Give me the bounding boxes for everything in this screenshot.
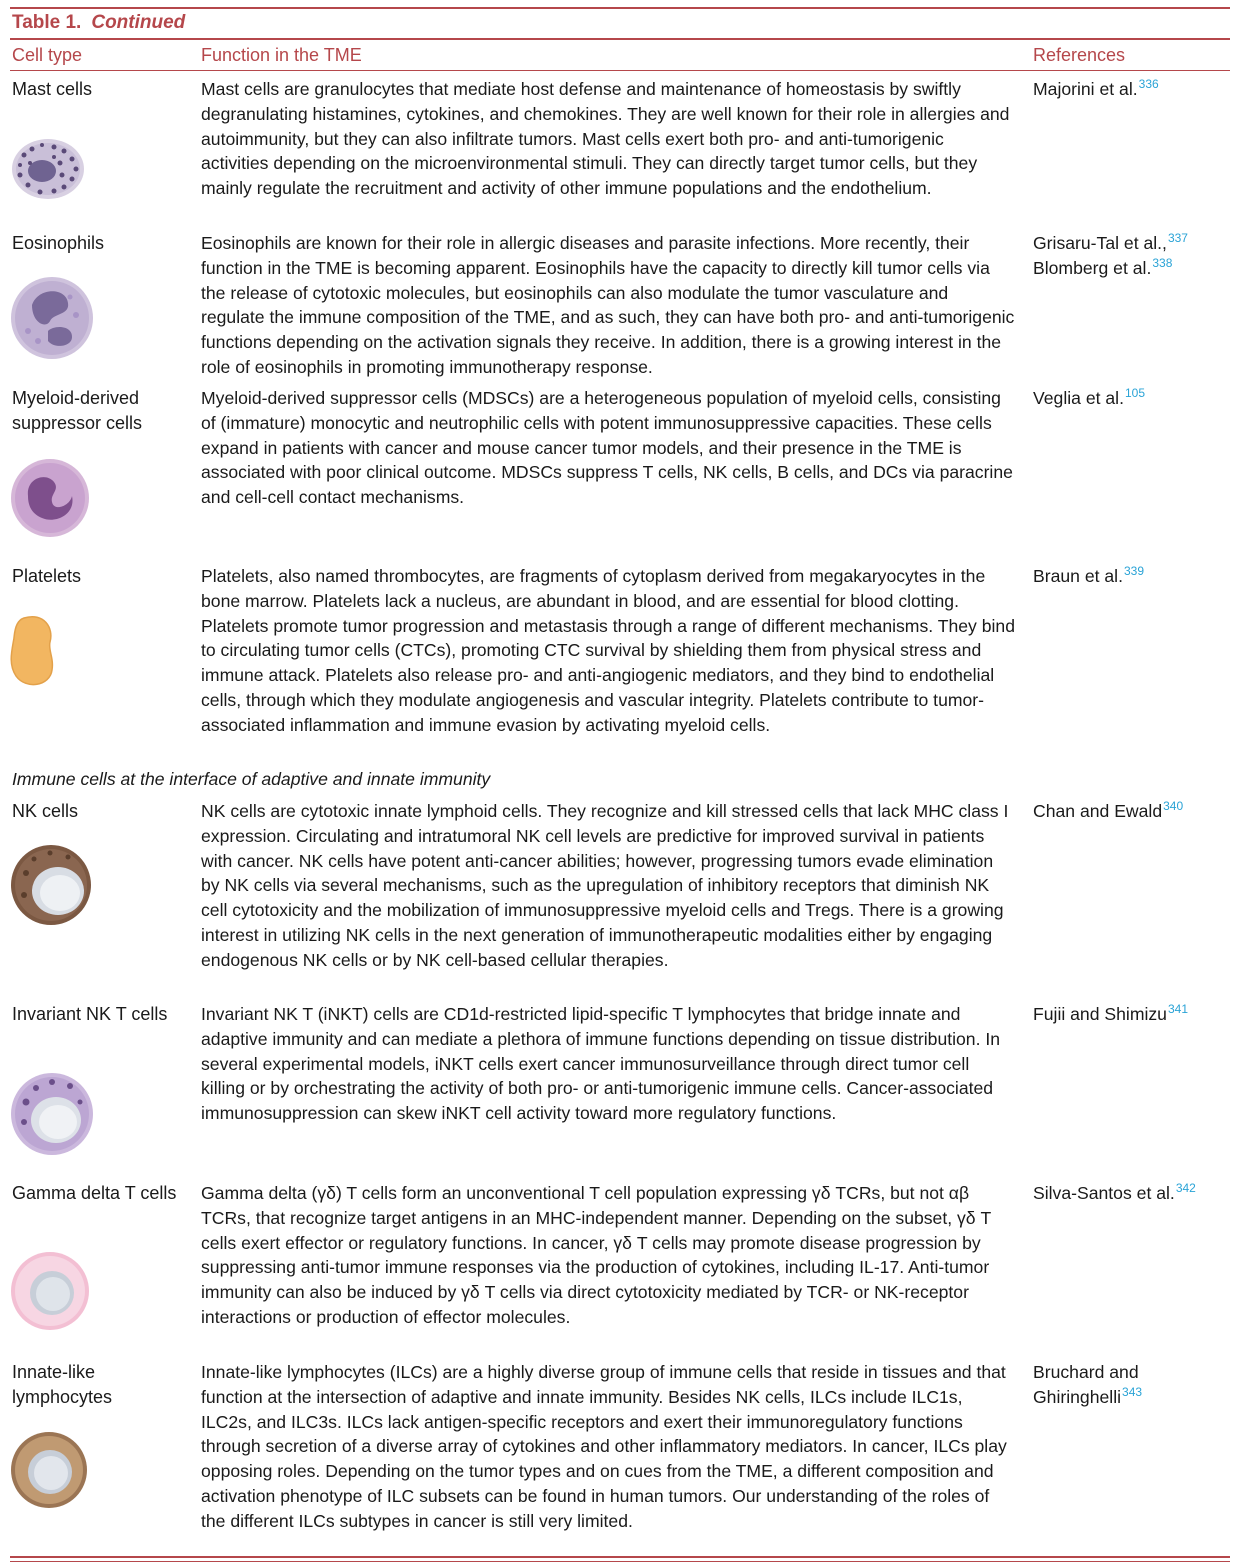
table-number: Table 1. [12,12,82,33]
reference-number: 341 [1167,1002,1188,1016]
cell-type-label: NK cells [12,801,79,821]
references-cell [1033,799,1233,824]
references-cell [1033,386,1233,411]
eosinophil-icon [10,275,94,361]
nk-cell-icon [10,843,92,927]
section-label: Immune cells at the interface of adaptive and innate immunity [12,769,491,789]
references-cell [1033,564,1233,589]
reference-text: Braun et al. [1033,566,1123,586]
reference-number: 336 [1138,77,1159,91]
mast-cell-icon [10,135,88,201]
reference-entry[interactable] [1033,386,1233,411]
reference-text: Silva-Santos et al. [1033,1183,1175,1203]
column-header-cell-type: Cell type [12,45,83,65]
reference-text: Chan and Ewald [1033,801,1163,821]
inkt-cell-icon [10,1072,94,1156]
reference-entry[interactable] [1033,1181,1233,1206]
function-text: Eosinophils are known for their role in allergic diseases and parasite infections. More recently, their function in the TME is becoming apparent. Eosinophils have the capacity to directly kill tumor cells via the release of cytotoxic molecules, but eosinophils can also modulate the tumor vasculature and regulate the immune composition of the TME, and as such, they can have both pro- and anti-tumorigenic functions depending on the activation signals they receive. In addition, there is a growing interest in the role of eosinophils in promoting immunotherapy response. [201,233,1015,377]
cell-type-label: Invariant NK T cells [12,1004,168,1024]
reference-entry[interactable] [1033,799,1233,824]
reference-text: Bruchard and Ghiringhelli [1033,1362,1139,1407]
reference-entry[interactable] [1033,77,1233,102]
function-text: Gamma delta (γδ) T cells form an unconventional T cell population expressing γδ TCRs, but not αβ TCRs, that recognize target antigens in an MHC-independent manner. Depending on the subset, γδ T cells exert effector or regulatory functions. In cancer, γδ T cells may promote disease progression by suppressing anti-tumor immune responses via the production of cytokines, including IL-17. Anti-tumor immunity can also be induced by γδ T cells via direct cytotoxicity mediated by TCR- or NK-receptor interactions or production of effector molecules. [201,1183,991,1327]
reference-number: 340 [1163,799,1184,813]
reference-entry[interactable] [1033,231,1233,256]
reference-number: 343 [1122,1384,1143,1399]
references-cell [1033,1360,1233,1410]
column-header-function: Function in the TME [201,45,362,65]
table-bottom-rule [10,1556,1230,1558]
function-text: Platelets, also named thrombocytes, are fragments of cytoplasm derived from megakaryocytes in the bone marrow. Platelets lack a nucleus, are abundant in blood, and are essential for blood clotting. Platelets promote tumor progression and metastasis through a range of different mechanisms. They bind to circulating tumor cells (CTCs), promoting CTC survival by shielding them from physical stress and immune attack. Platelets also release pro- and anti-angiogenic mediators, and they bind to endothelial cells, through which they modulate angiogenesis and vascular integrity. Platelets contribute to tumor-associated inflammation and immune evasion by activating myeloid cells. [201,566,1015,735]
gamma-delta-t-cell-icon [10,1251,90,1331]
reference-number: 342 [1175,1181,1196,1195]
header-top-rule [10,38,1230,40]
ilc-icon [10,1430,88,1510]
references-cell [1033,77,1233,102]
reference-text: Fujii and Shimizu [1033,1004,1167,1024]
reference-text: Majorini et al. [1033,79,1138,99]
table-title [12,12,185,34]
header-bottom-rule [10,70,1230,71]
cell-type-label: Platelets [12,566,82,586]
platelet-icon [10,614,56,688]
reference-number: 339 [1123,564,1145,578]
cell-type-label: Innate-like lymphocytes [12,1362,113,1407]
function-text: Mast cells are granulocytes that mediate host defense and maintenance of homeostasis by swiftly degranulating histamines, cytokines, and chemokines. They are well known for their role in allergies and autoimmunity, but they can also infiltrate tumors. Mast cells exert both pro- and anti-tumorigenic activities depending on the microenvironmental stimuli. They can directly target tumor cells, but they mainly regulate the recruitment and activity of other immune populations and the endothelium. [201,79,1010,199]
table-continued: Continued [91,12,186,33]
table-top-rule [10,7,1230,9]
references-cell [1033,1002,1233,1027]
reference-number: 338 [1152,255,1173,270]
cell-type-label: Gamma delta T cells [12,1183,177,1203]
references-cell [1033,231,1233,281]
reference-number: 105 [1124,386,1145,400]
reference-entry[interactable] [1033,256,1233,281]
function-text: Invariant NK T (iNKT) cells are CD1d-restricted lipid-specific T lymphocytes that bridge innate and adaptive immunity and can mediate a plethora of immune functions depending on tissue distribution. In several experimental models, iNKT cells exert cancer immunosurveillance through direct tumor cell killing or by orchestrating the activity of both pro- or anti-tumorigenic immune cells. Cancer-associated immunosuppression can skew iNKT cell activity toward more regulatory functions. [201,1004,1001,1124]
mdsc-icon [10,458,90,538]
reference-number: 337 [1167,231,1188,245]
column-header-references: References [1033,45,1126,65]
function-text: NK cells are cytotoxic innate lymphoid cells. They recognize and kill stressed cells that lack MHC class I expression. Circulating and intratumoral NK cell levels are predictive for improved survival in patients with cancer. NK cells have potent anti-cancer abilities; however, progressing tumors evade elimination by NK cells via several mechanisms, such as the upregulation of inhibitory receptors that diminish NK cell cytotoxicity and the mobilization of immunosuppressive myeloid cells and Tregs. There is a growing interest in utilizing NK cells in the next generation of immunotherapeutic modalities either by engaging endogenous NK cells or by NK cell-based cellular therapies. [201,801,1009,970]
reference-text: Grisaru-Tal et al., [1033,233,1167,253]
cell-type-label: Eosinophils [12,233,105,253]
cell-type-label: Myeloid-derived suppressor cells [12,388,143,433]
reference-text: Blomberg et al. [1033,257,1152,278]
references-cell [1033,1181,1233,1206]
reference-entry[interactable] [1033,564,1233,589]
cell-type-label: Mast cells [12,79,93,99]
function-text: Innate-like lymphocytes (ILCs) are a highly diverse group of immune cells that reside in tissues and that function at the intersection of adaptive and innate immunity. Besides NK cells, ILCs include ILC1s, ILC2s, and ILC3s. ILCs lack antigen-specific receptors and exert their immunoregulatory functions through secretion of a diverse array of cytokines and other inflammatory mediators. In cancer, ILCs play opposing roles. Depending on the tumor types and on cues from the TME, a different composition and activation phenotype of ILC subsets can be found in human tumors. Our understanding of the roles of the different ILCs subtypes in cancer is still very limited. [201,1362,1007,1531]
reference-text: Veglia et al. [1033,388,1124,408]
reference-entry[interactable] [1033,1360,1233,1410]
table-bottom-rule-thin [10,1561,1230,1562]
reference-entry[interactable] [1033,1002,1233,1027]
function-text: Myeloid-derived suppressor cells (MDSCs) are a heterogeneous population of myeloid cells, consisting of (immature) monocytic and neutrophilic cells with potent immunosuppressive capacities. These cells expand in patients with cancer and mouse cancer tumor models, and their presence in the TME is associated with poor clinical outcome. MDSCs suppress T cells, NK cells, B cells, and DCs via paracrine and cell-cell contact mechanisms. [201,388,1013,508]
